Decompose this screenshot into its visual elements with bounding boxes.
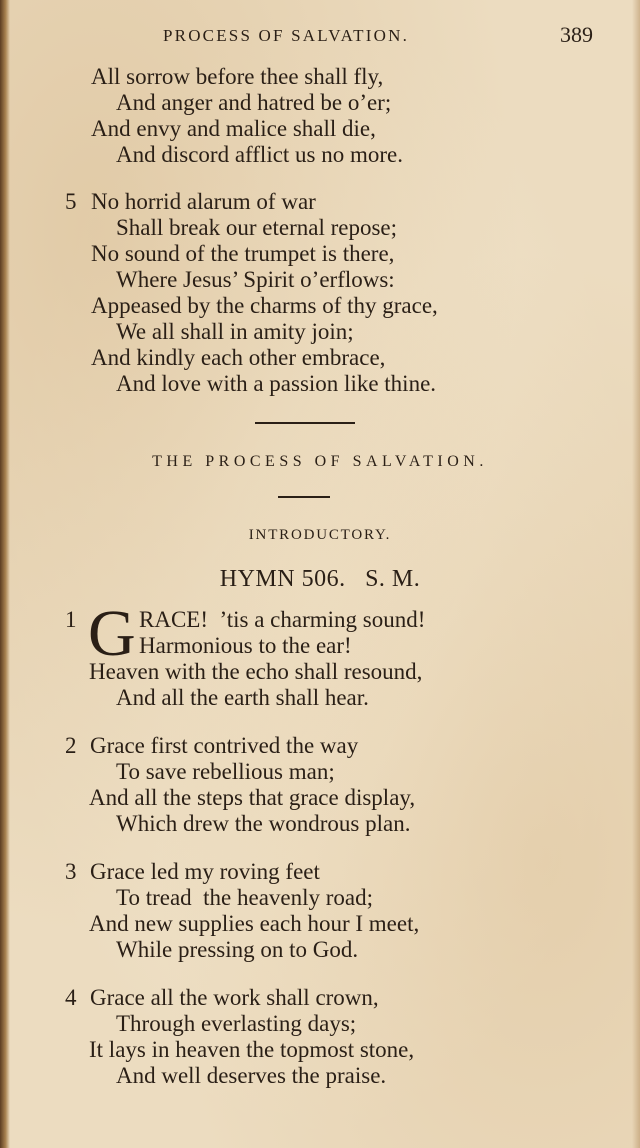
- verse-line: Which drew the wondrous plan.: [116, 811, 411, 836]
- verse-line: It lays in heaven the topmost stone,: [89, 1037, 415, 1062]
- verse-line: All sorrow before thee shall fly,: [91, 64, 384, 89]
- verse-line: Grace led my roving feet: [90, 859, 320, 884]
- verse-line: Appeased by the charms of thy grace,: [91, 293, 438, 318]
- verse-line: Where Jesus’ Spirit o’erflows:: [116, 267, 395, 292]
- verse-line: To tread the heavenly road;: [116, 885, 374, 910]
- verse-line: Shall break our eternal repose;: [116, 215, 397, 240]
- page-header: [0, 22, 640, 52]
- verse-line: And discord afflict us no more.: [116, 142, 404, 167]
- verse-line: And envy and malice shall die,: [91, 116, 376, 141]
- verse-line: No sound of the trumpet is there,: [91, 241, 395, 266]
- section-divider: [255, 422, 355, 424]
- verse-line: And all the earth shall hear.: [116, 685, 369, 710]
- verse-number: 4: [65, 985, 77, 1010]
- verse-line: Harmonious to the ear!: [139, 633, 352, 658]
- verse-line: And all the steps that grace display,: [89, 785, 416, 810]
- running-head: PROCESS OF SALVATION.: [163, 26, 410, 45]
- drop-cap: G: [88, 597, 136, 670]
- section-title: THE PROCESS OF SALVATION.: [152, 453, 488, 470]
- verse-line: And well deserves the praise.: [116, 1063, 387, 1088]
- verse-line: Grace all the work shall crown,: [90, 985, 379, 1010]
- verse-number: 1: [65, 607, 77, 632]
- stanza-number: 5: [65, 189, 77, 214]
- section-subheading: INTRODUCTORY.: [248, 527, 392, 543]
- verse-line: Through everlasting days;: [116, 1011, 357, 1036]
- verse-number: 3: [65, 859, 77, 884]
- verse-line: And anger and hatred be o’er;: [116, 90, 392, 115]
- verse-line: And new supplies each hour I meet,: [89, 911, 420, 936]
- verse-line: RACE! ’tis a charming sound!: [139, 607, 426, 632]
- verse-number: 2: [65, 733, 77, 758]
- verse-line: And kindly each other embrace,: [91, 345, 386, 370]
- title-divider: [278, 496, 330, 498]
- verse-line: While pressing on to God.: [116, 937, 359, 962]
- verse-line: No horrid alarum of war: [91, 189, 316, 214]
- verse-line: And love with a passion like thine.: [116, 371, 437, 396]
- verse-line: To save rebellious man;: [116, 759, 335, 784]
- verse-line: Grace first contrived the way: [90, 733, 359, 758]
- verse-line: We all shall in amity join;: [116, 319, 354, 344]
- page-number: 389: [560, 22, 593, 47]
- verse-line: Heaven with the echo shall resound,: [89, 659, 423, 684]
- hymn-title: HYMN 506. S. M.: [219, 566, 421, 592]
